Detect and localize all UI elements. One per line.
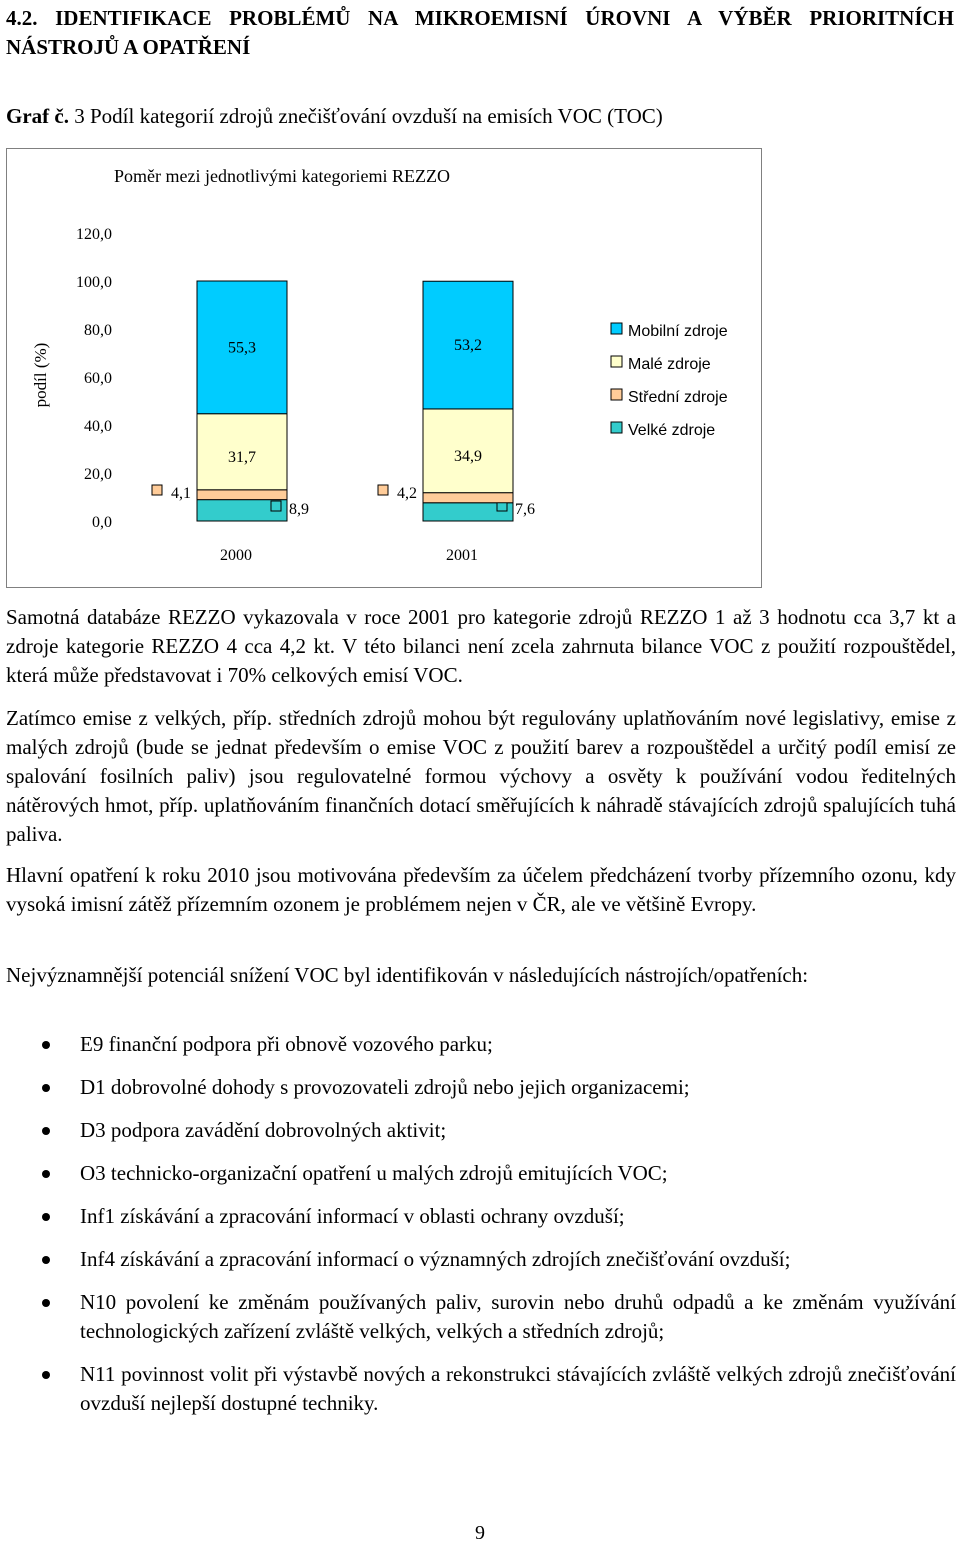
data-label: 31,7 [228,448,256,466]
paragraph-ozone: Hlavní opatření k roku 2010 jsou motivována především za účelem předcházení tvorby přízemního ozonu, kdy vysoká imisní zátěž přízemním ozonem je problémem nejen v ČR, ale ve většině Evropy. [6,863,956,916]
list-item: Inf1 získávání a zpracování informací v oblasti ochrany ovzduší; [6,1202,956,1231]
chart-title: Poměr mezi jednotlivými kategoriemi REZZO [114,166,450,186]
data-label-swatch [378,485,388,495]
bar-segment [197,490,287,500]
data-label: 4,2 [397,485,417,502]
list-item: O3 technicko-organizační opatření u malých zdrojů emitujících VOC; [6,1159,956,1188]
graph-caption [6,102,663,131]
list-item: N11 povinnost volit při výstavbě nových a rekonstrukci stávajících zvláště velkých zdrojů znečišťování ovzduší nejlepší dostupné techniky. [6,1360,956,1418]
list-item: Inf4 získávání a zpracování informací o významných zdrojích znečišťování ovzduší; [6,1245,956,1274]
y-tick-label: 80,0 [84,322,112,339]
list-item: N10 povolení ke změnám používaných paliv, surovin nebo druhů odpadů a ke změnám využívání technologických zařízení zvláště velkých, velkých a středních zdrojů; [6,1288,956,1346]
x-tick-label: 2000 [220,547,252,564]
y-tick-label: 120,0 [76,226,112,243]
section-heading: 4.2. IDENTIFIKACE PROBLÉMŮ NA MIKROEMISNÍ ÚROVNI A VÝBĚR PRIORITNÍCH NÁSTROJŮ A OPATŘENÍ [6,6,954,59]
legend-label: Mobilní zdroje [628,323,728,340]
graph-label: Graf č. [6,104,69,128]
paragraph-potential: Nejvýznamnější potenciál snížení VOC byl identifikován v následujících nástrojích/opatřeních: [6,963,809,987]
legend-label: Velké zdroje [628,422,716,439]
list-item: D1 dobrovolné dohody s provozovateli zdrojů nebo jejich organizacemi; [6,1073,956,1102]
data-label-swatch [152,485,162,495]
legend-label: Malé zdroje [628,356,711,373]
list-item: D3 podpora zavádění dobrovolných aktivit; [6,1116,956,1145]
list-item: E9 finanční podpora při obnově vozového parku; [6,1030,956,1059]
legend-swatch [611,356,622,367]
bar-segment [423,493,513,503]
data-label: 7,6 [515,501,535,518]
data-label: 53,2 [454,337,482,355]
graph-caption-text: 3 Podíl kategorií zdrojů znečišťování ovzduší na emisích VOC (TOC) [74,104,663,128]
data-label: 55,3 [228,339,256,357]
measures-list [6,1030,956,1432]
y-tick-label: 40,0 [84,418,112,435]
y-tick-label: 60,0 [84,370,112,387]
data-label: 34,9 [454,447,482,465]
y-tick-label: 20,0 [84,466,112,483]
legend-swatch [611,422,622,433]
y-tick-label: 0,0 [92,514,112,531]
stacked-bar-chart [6,148,762,588]
legend-swatch [611,389,622,400]
y-axis-label: podíl (%) [31,342,50,408]
x-tick-label: 2001 [446,547,478,564]
paragraph-sources: Zatímco emise z velkých, příp. středních zdrojů mohou být regulovány uplatňováním nové legislativy, emise z malých zdrojů (bude se jednat především o emise VOC z použití barev a rozpouštědel a určitý podíl emisí ze spalování fosilních paliv) jsou regulovatelné formou výchovy a osvěty k používání vodou ředitelných nátěrových hmot, příp. uplatňováním finančních dotací směřujících k náhradě stávajících zdrojů spalujících tuhá paliva. [6,706,956,846]
data-label-swatch [271,501,281,511]
data-label: 4,1 [171,485,191,502]
legend-label: Střední zdroje [628,389,728,406]
y-tick-label: 100,0 [76,274,112,291]
legend-swatch [611,323,622,334]
paragraph-rezzo: Samotná databáze REZZO vykazovala v roce 2001 pro kategorie zdrojů REZZO 1 až 3 hodnotu cca 3,7 kt a zdroje kategorie REZZO 4 cca 4,2 kt. V této bilanci není zcela zahrnuta bilance VOC z použití rozpouštědel, která může představovat i 70% celkových emisí VOC. [6,605,956,687]
page-number: 9 [475,1522,485,1544]
data-label: 8,9 [289,501,309,518]
